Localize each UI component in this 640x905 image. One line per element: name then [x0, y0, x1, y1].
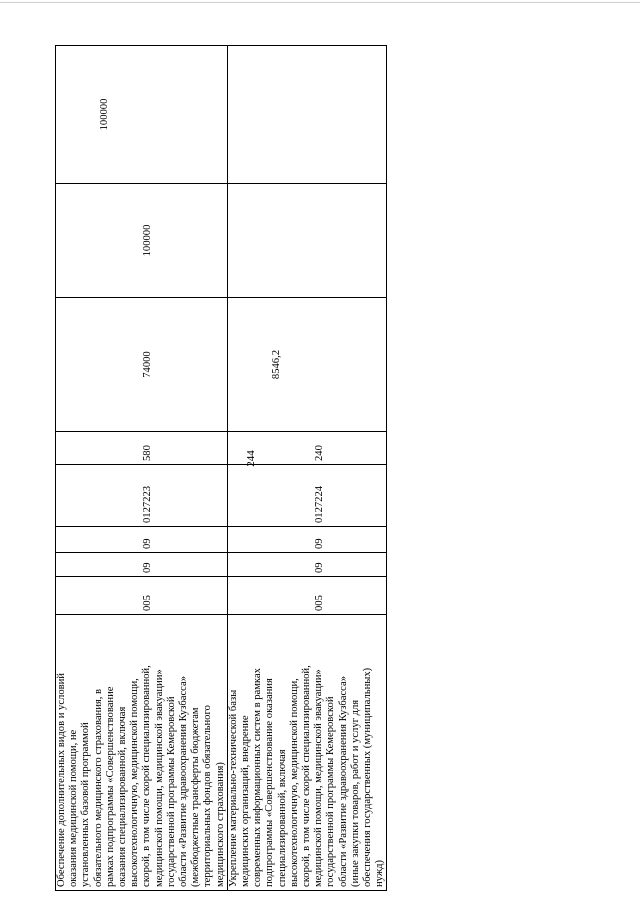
ministry-code: 005	[313, 595, 325, 611]
table-row	[56, 46, 228, 891]
row-1-subsection-code	[56, 527, 228, 553]
amount-value: 100000	[142, 224, 153, 257]
rotated-table-wrapper	[55, 46, 386, 891]
description-line: скорой, в том числе скорой специализированной,	[301, 665, 313, 887]
row-1-description	[56, 615, 228, 891]
row-1-section-code	[56, 553, 228, 577]
subsection-code: 09	[313, 538, 325, 549]
description-line: оказания специализированной, включая	[117, 706, 129, 887]
expense-type: 240	[313, 445, 325, 461]
description-line: области «Развитие здравоохранения Кузбасса»	[178, 676, 190, 887]
row-1-amount-3	[56, 46, 228, 184]
description-line: установленных базовой программой	[80, 722, 92, 887]
description-line: специализированной, включая	[276, 749, 288, 887]
row-2-subsection-code	[227, 527, 387, 553]
description-line: медицинской помощи, медицинской эвакуации»	[313, 669, 325, 887]
row-1-expense-type	[56, 432, 228, 465]
description-line: высокотехнологичную, медицинской помощи,	[288, 678, 300, 887]
expense-type: 580	[142, 445, 153, 461]
description-line: медицинских организаций, внедрение	[240, 715, 252, 887]
description-line: государственной программы Кемеровской	[165, 696, 177, 887]
description-line: медицинского страхования)	[214, 762, 226, 887]
row-2-amount-2	[227, 184, 387, 298]
row-2-expense-type	[227, 432, 387, 465]
row-1-amount-1	[56, 298, 228, 432]
description-line: (межбюджетные трансферты бюджетам	[190, 707, 202, 887]
description-line: оказания медицинской помощи, не	[68, 729, 80, 887]
description-line: Укрепление материально-технической базы	[227, 689, 239, 887]
description-line: обязательного медицинского страхования, в	[92, 688, 104, 887]
description-line: нужд)	[374, 859, 386, 887]
description-line: обеспечения государственных (муниципальных)	[362, 667, 374, 887]
description-line: области «Развитие здравоохранения Кузбасса»	[337, 676, 349, 887]
subsection-code: 09	[142, 538, 153, 549]
amount-value: 74000	[142, 351, 153, 378]
budget-table	[55, 45, 387, 891]
description-line: высокотехнологичную, медицинской помощи,	[129, 678, 141, 887]
description-line: подпрограммы «Совершенствование оказания	[264, 678, 276, 887]
row-1-amount-2	[56, 184, 228, 298]
ministry-code: 005	[142, 595, 153, 611]
description-line: государственной программы Кемеровской	[325, 696, 337, 887]
page-number: 244	[244, 450, 257, 467]
description-line: современных информационных систем в рамках	[252, 668, 264, 887]
description-line: медицинской помощи, медицинской эвакуации»	[153, 669, 165, 887]
target-article: 0127223	[142, 485, 153, 523]
row-1-target-article	[56, 465, 228, 527]
amount-value: 100000	[99, 98, 110, 131]
description-line: скорой, в том числе скорой специализированной,	[141, 665, 153, 887]
row-2-amount-3	[227, 46, 387, 184]
amount-value: 8546,2	[270, 349, 282, 380]
row-2-amount-1	[227, 298, 387, 432]
description-line: (иные закупки товаров, работ и услуг для	[349, 699, 361, 887]
top-rule	[0, 2, 640, 3]
row-2-description	[227, 615, 387, 891]
row-1-ministry-code	[56, 577, 228, 615]
section-code: 09	[313, 562, 325, 573]
row-2-section-code	[227, 553, 387, 577]
description-line: рамках подпрограммы «Совершенствование	[104, 686, 116, 887]
section-code: 09	[142, 562, 153, 573]
rotated-page	[55, 46, 386, 891]
description-line: Обеспечение дополнительных видов и условий	[56, 673, 67, 887]
row-2-target-article	[227, 465, 387, 527]
description-line: территориальных фондов обязательного	[202, 705, 214, 887]
table-row	[227, 46, 387, 891]
row-2-ministry-code	[227, 577, 387, 615]
target-article: 0127224	[313, 485, 325, 523]
